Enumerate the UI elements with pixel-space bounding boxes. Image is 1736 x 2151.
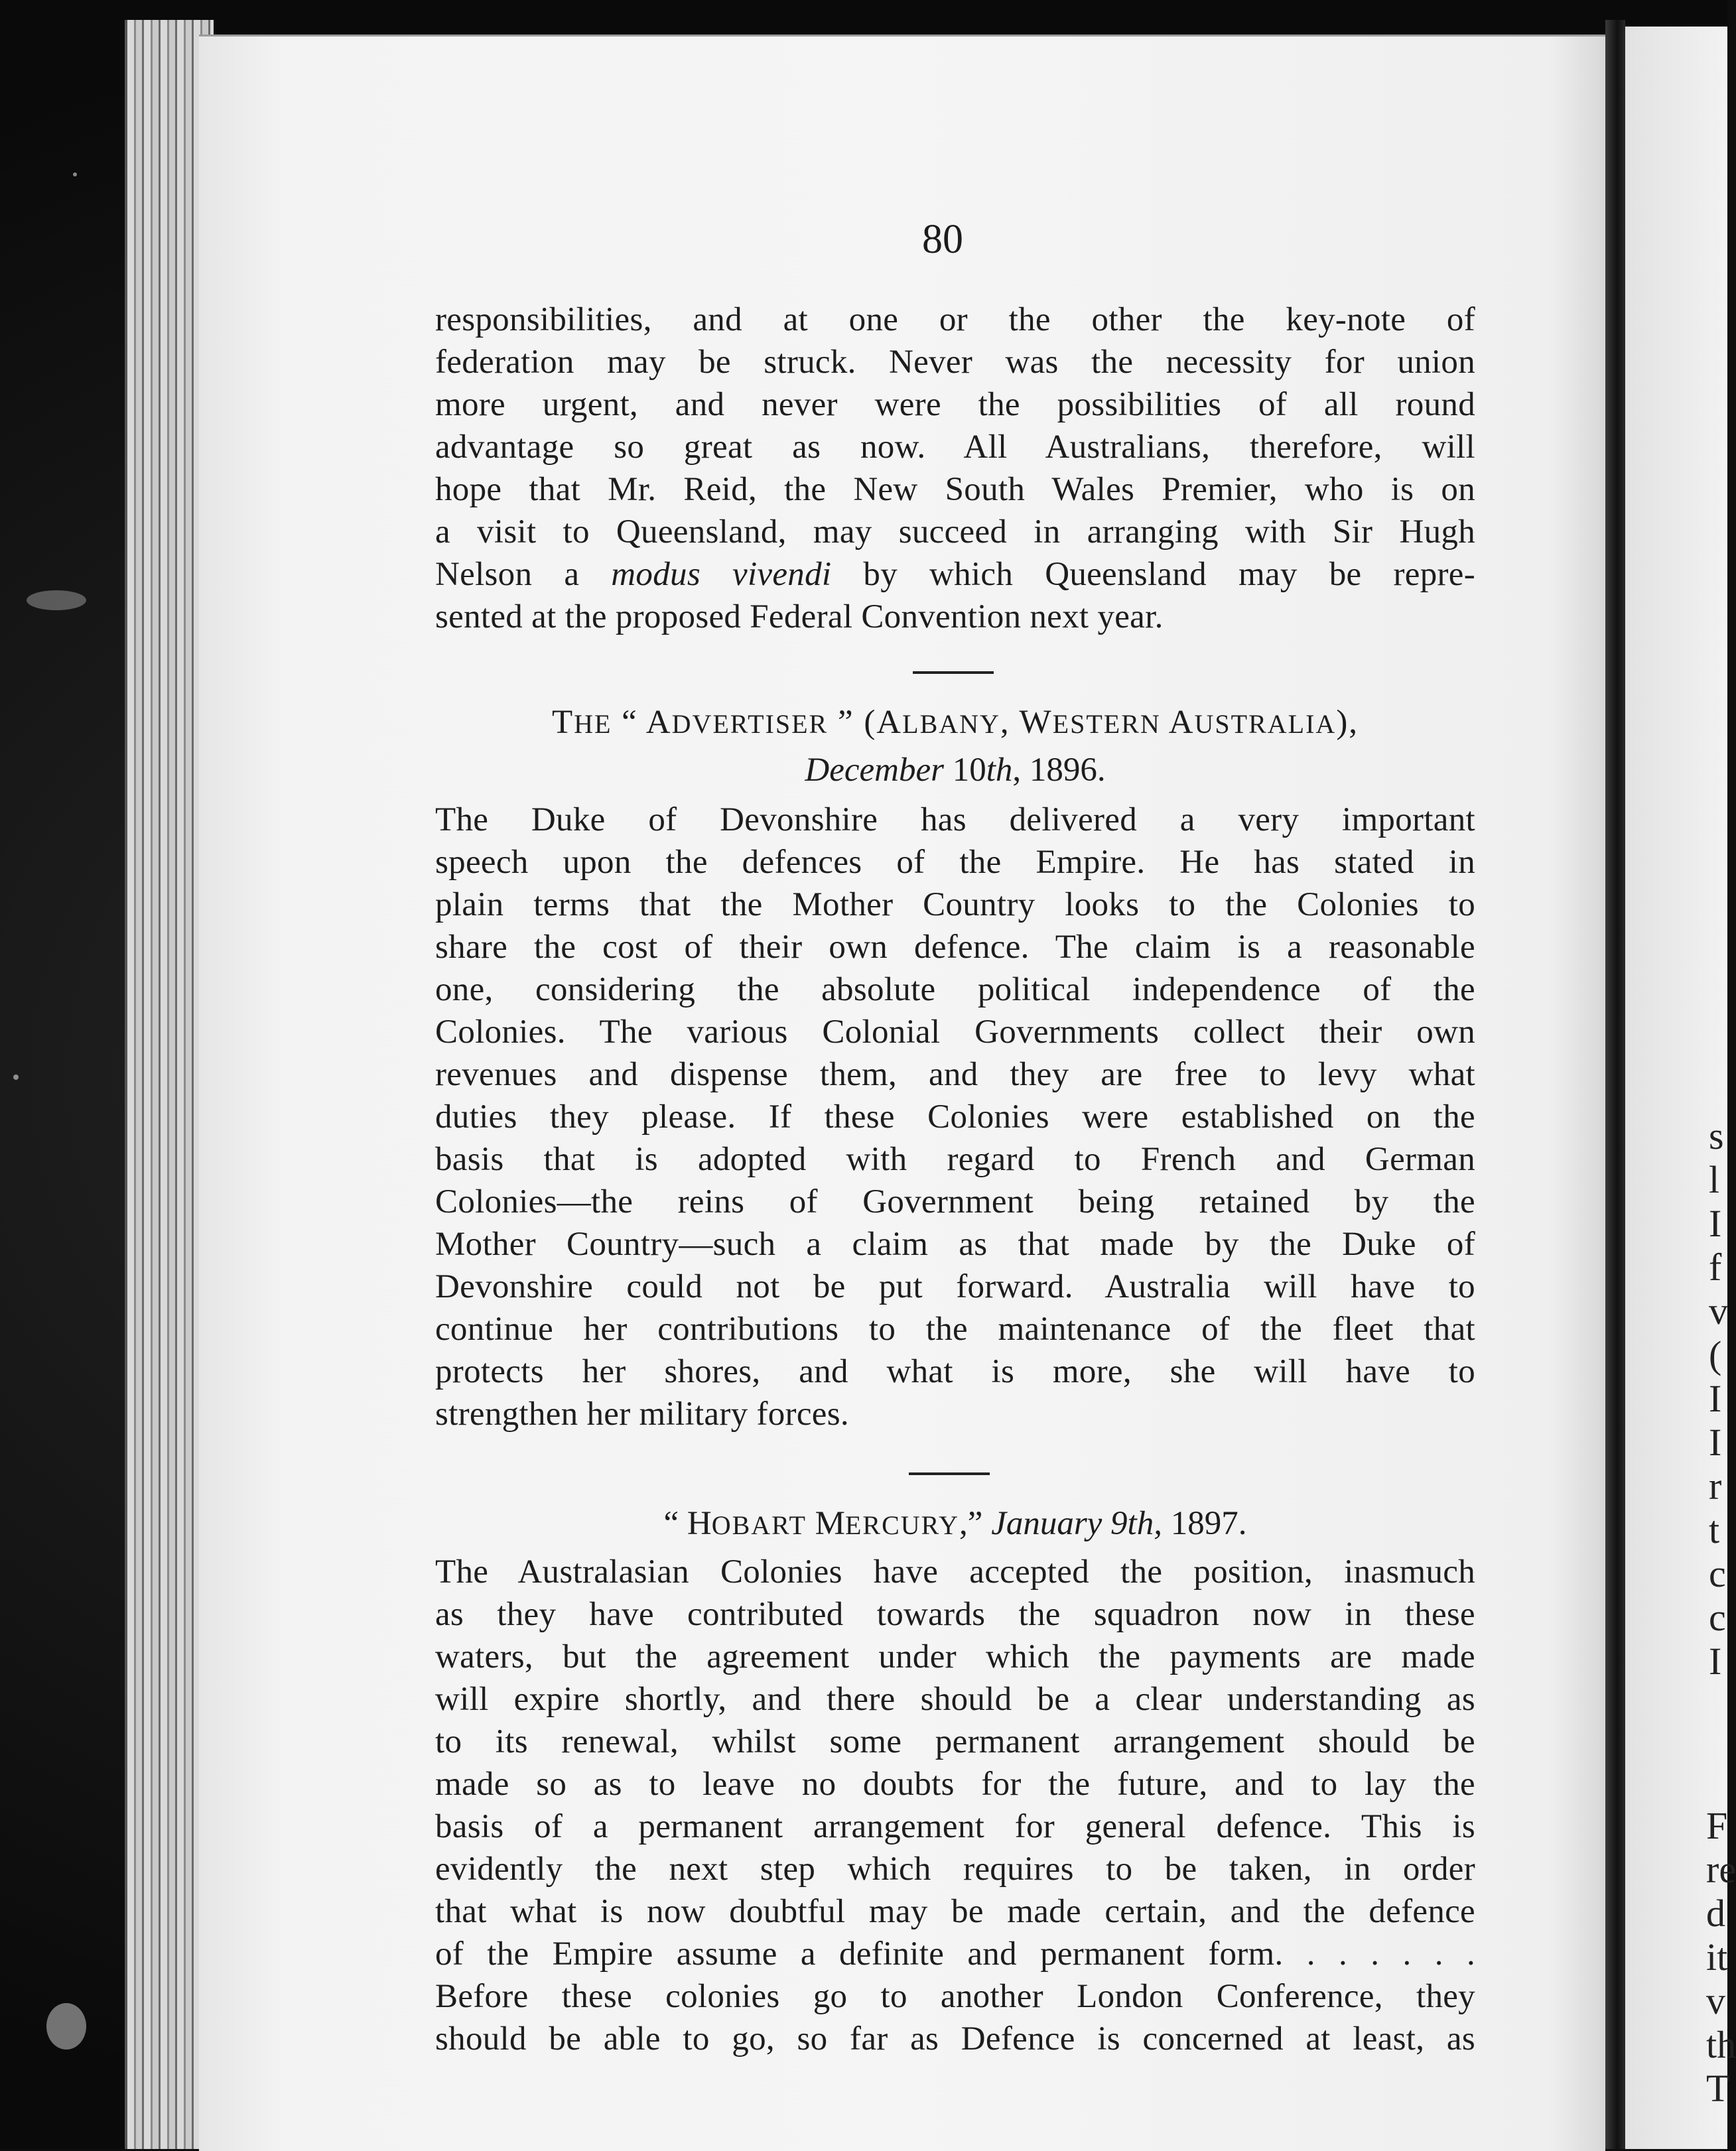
- text-line: The Duke of Devonshire has delivered a very important: [435, 801, 1475, 838]
- italic-phrase: modus vivendi: [611, 556, 832, 593]
- text-line: sented at the proposed Federal Convention next year.: [435, 598, 1164, 635]
- text-line: responsibilities, and at one or the other the key-note of: [435, 301, 1475, 338]
- adjacent-letter: (: [1709, 1333, 1722, 1376]
- text-line: evidently the next step which requires to be taken, in order: [435, 1851, 1475, 1888]
- text-line: advantage so great as now. All Australians, therefore, will: [435, 428, 1475, 466]
- text-line: speech upon the defences of the Empire. He has stated in: [435, 844, 1475, 881]
- heading-part: ),: [1336, 704, 1359, 741]
- adjacent-letter: c: [1709, 1596, 1726, 1639]
- text-line: should be able to go, so far as Defence is concerned at least, as: [435, 2020, 1475, 2057]
- adjacent-letter: I: [1709, 1640, 1722, 1683]
- adjacent-letter: f: [1709, 1246, 1722, 1289]
- text-line: of the Empire assume a definite and permanent form. . . . . . .: [435, 1935, 1475, 1973]
- heading-part: ,”: [959, 1505, 992, 1542]
- heading-part: ESTERN: [1052, 709, 1161, 739]
- adjacent-page-letters-lower: [1706, 1804, 1736, 2111]
- text-line: federation may be struck. Never was the necessity for union: [435, 344, 1475, 381]
- text-line: Colonies—the reins of Government being retained by the: [435, 1183, 1475, 1220]
- text-line: one, considering the absolute political independence of the: [435, 971, 1475, 1008]
- adjacent-letter: I: [1709, 1202, 1722, 1245]
- heading-part: DVERTISER: [671, 709, 829, 739]
- heading-part: M: [806, 1505, 845, 1542]
- text-line: to its renewal, whilst some permanent arrangement should be: [435, 1723, 1475, 1760]
- heading-part: “ H: [663, 1505, 712, 1542]
- text-line: duties they please. If these Colonies were established on the: [435, 1098, 1475, 1136]
- page-number: 80: [922, 217, 963, 262]
- date-month: January 9th,: [991, 1505, 1162, 1542]
- date-month: December: [805, 751, 944, 789]
- heading-part: A: [1160, 704, 1195, 741]
- heading-part: T: [551, 704, 574, 741]
- adjacent-letter: s: [1709, 1114, 1724, 1157]
- heading-part: USTRALIA: [1194, 709, 1337, 739]
- text-line: Colonies. The various Colonial Governments collect their own: [435, 1013, 1475, 1051]
- text-line: strengthen her military forces.: [435, 1396, 849, 1433]
- adjacent-letter: l: [1709, 1158, 1720, 1201]
- heading-part: “ A: [612, 704, 672, 741]
- adjacent-letter: I: [1709, 1421, 1722, 1464]
- adjacent-letter: t: [1709, 1508, 1720, 1551]
- text-line: made so as to leave no doubts for the future, and to lay the: [435, 1766, 1475, 1803]
- adjacent-page-letters-upper: [1709, 1114, 1735, 1683]
- scan-artifact: [27, 590, 86, 610]
- date-day: 10: [943, 751, 986, 789]
- date-year: 1897.: [1162, 1505, 1247, 1542]
- text-line: basis of a permanent arrangement for general defence. This is: [435, 1808, 1475, 1845]
- heading-part: ” (A: [828, 704, 903, 741]
- heading-part: LBANY: [902, 709, 1000, 739]
- text-line: share the cost of their own defence. The claim is a reasonable: [435, 929, 1475, 966]
- adjacent-letter: r: [1709, 1465, 1722, 1508]
- adjacent-letter: th: [1706, 2023, 1736, 2066]
- section-heading-advertiser: [435, 703, 1475, 742]
- advertiser-paragraph: [435, 799, 1475, 1435]
- text-line: Mother Country—such a claim as that made by the Duke of: [435, 1226, 1475, 1263]
- date-year: , 1896.: [1012, 751, 1106, 789]
- hobart-mercury-paragraph: [435, 1551, 1475, 2060]
- text-line: as they have contributed towards the squadron now in these: [435, 1596, 1475, 1633]
- book-gutter: [1605, 20, 1625, 2149]
- heading-part: HE: [574, 709, 612, 739]
- text-line: protects her shores, and what is more, she will have to: [435, 1353, 1475, 1390]
- text-line: The Australasian Colonies have accepted the position, inasmuch: [435, 1553, 1475, 1591]
- adjacent-letter: re: [1706, 1848, 1736, 1891]
- adjacent-letter: v: [1706, 1979, 1725, 2022]
- section-divider: [913, 671, 994, 674]
- text-line: a visit to Queensland, may succeed in arranging with Sir Hugh: [435, 513, 1475, 551]
- text-line: revenues and dispense them, and they are free to levy what: [435, 1056, 1475, 1093]
- text-line: will expire shortly, and there should be a clear understanding as: [435, 1681, 1475, 1718]
- scan-artifact: [13, 1075, 19, 1080]
- adjacent-letter: it: [1706, 1935, 1728, 1979]
- adjacent-letter: F: [1706, 1804, 1728, 1847]
- scan-artifact: [73, 172, 77, 176]
- text-span: Nelson a: [435, 556, 612, 593]
- heading-part: OBART: [711, 1510, 807, 1540]
- text-line: continue her contributions to the maintenance of the fleet that: [435, 1311, 1475, 1348]
- date-suffix: th: [986, 751, 1013, 789]
- text-line: plain terms that the Mother Country looks to the Colonies to: [435, 886, 1475, 923]
- text-line: Devonshire could not be put forward. Australia will have to: [435, 1268, 1475, 1305]
- adjacent-letter: c: [1709, 1552, 1726, 1595]
- text-line: waters, but the agreement under which the payments are made: [435, 1638, 1475, 1675]
- section-divider: [909, 1472, 990, 1475]
- adjacent-letter: d: [1706, 1892, 1725, 1935]
- scan-artifact: [46, 2003, 86, 2050]
- text-line: basis that is adopted with regard to French and German: [435, 1141, 1475, 1178]
- intro-paragraph: [435, 298, 1475, 638]
- text-line: that what is now doubtful may be made certain, and the defence: [435, 1893, 1475, 1930]
- adjacent-letter: T: [1706, 2067, 1730, 2110]
- text-line: hope that Mr. Reid, the New South Wales Premier, who is on: [435, 471, 1475, 508]
- heading-part: , W: [1000, 704, 1053, 741]
- text-line: Before these colonies go to another London Conference, they: [435, 1978, 1475, 2015]
- text-line: [435, 553, 1475, 596]
- adjacent-letter: I: [1709, 1377, 1722, 1420]
- section-date: [435, 751, 1475, 789]
- adjacent-letter: v: [1709, 1289, 1728, 1333]
- text-line: more urgent, and never were the possibilities of all round: [435, 386, 1475, 423]
- section-heading-hobart-mercury: [435, 1504, 1475, 1543]
- heading-part: ERCURY: [845, 1510, 960, 1540]
- text-span: by which Queensland may be repre-: [831, 556, 1476, 593]
